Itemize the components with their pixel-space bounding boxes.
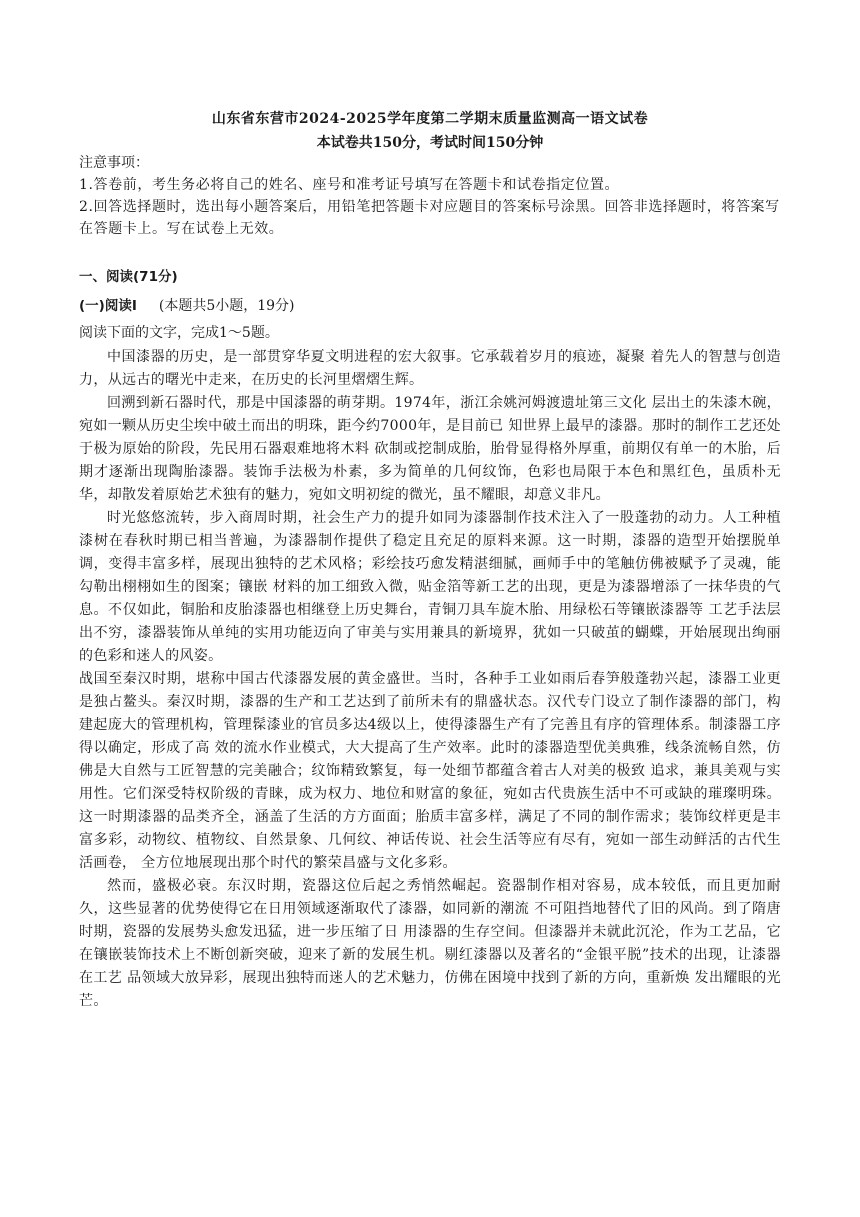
- passage-paragraph-2: 回溯到新石器时代，那是中国漆器的萌芽期。1974年，浙江余姚河姆渡遗址第三文化 层出土的朱漆木碗，宛如一颗从历史尘埃中破土而出的明珠，距今约7000年，是目前已 知世界上最早的漆器。那时的制作工艺还处于极为原始的阶段，先民用石器艰难地将木料 砍制或挖制成胎，胎骨显得格外厚重，前期仅有单一的木胎，后期才逐渐出现陶胎漆器。装饰手法极为朴素，多为简单的几何纹饰，色彩也局限于本色和黑红色，虽质朴无华，却散发着原始艺术独有的魅力，宛如文明初绽的微光，虽不耀眼，却意义非凡。: [79, 395, 781, 503]
- reading-instruction: 阅读下面的文字，完成1～5题。: [79, 325, 279, 341]
- notes-block: [79, 152, 781, 240]
- notes-heading: 注意事项：: [79, 155, 149, 171]
- exam-subtitle: 本试卷共150分，考试时间150分钟: [316, 135, 544, 151]
- passage-paragraph-4: 战国至秦汉时期，堪称中国古代漆器发展的黄金盛世。当时，各种手工业如雨后春笋般蓬勃兴起，漆器工业更是独占鳌头。秦汉时期，漆器的生产和工艺达到了前所未有的鼎盛状态。汉代专门设立了制作漆器的部门，构建起庞大的管理机构，管理髹漆业的官员多达4级以上，使得漆器生产有了完善且有序的管理体系。制漆器工序得以确定，形成了高 效的流水作业模式，大大提高了生产效率。此时的漆器造型优美典雅，线条流畅自然，仿佛是大自然与工匠智慧的完美融合；纹饰精致繁复，每一处细节都蕴含着古人对美的极致 追求，兼具美观与实用性。它们深受特权阶级的青睐，成为权力、地位和财富的象征，宛如古代贵族生活中不可或缺的璀璨明珠。这一时期漆器的品类齐全，涵盖了生活的方方面面；胎质丰富多样，满足了不同的制作需求；装饰纹样更是丰富多彩，动物纹、植物纹、自然景象、几何纹、神话传说、社会生活等应有尽有，宛如一部生动鲜活的古代生活画卷， 全方位地展现出那个时代的繁荣昌盛与文化多彩。: [79, 671, 781, 871]
- passage-paragraph-3: 时光悠悠流转，步入商周时期，社会生产力的提升如同为漆器制作技术注入了一股蓬勃的动力。人工种植漆树在春秋时期已相当普遍，为漆器制作提供了稳定且充足的原料来源。这一时期，漆器的造型开始摆脱单调，变得丰富多样，展现出独特的艺术风格；彩绘技巧愈发精湛细腻，画师手中的笔触仿佛被赋予了灵魂，能勾勒出栩栩如生的图案；镶嵌 材料的加工细致入微，贴金箔等新工艺的出现，更是为漆器增添了一抹华贵的气息。不仅如此，铜胎和皮胎漆器也相继登上历史舞台，青铜刀具车旋木胎、用绿松石等镶嵌漆器等 工艺手法层出不穷，漆器装饰从单纯的实用功能迈向了审美与实用兼具的新境界，犹如一只破茧的蝴蝶，开始展现出绚丽的色彩和迷人的风姿。: [79, 510, 781, 664]
- subsection-label: (一)阅读I: [79, 298, 137, 314]
- passage-paragraph-1: 中国漆器的历史，是一部贯穿华夏文明进程的宏大叙事。它承载着岁月的痕迹，凝聚 着先人的智慧与创造力，从远古的曙光中走来，在历史的长河里熠熠生辉。: [79, 349, 781, 388]
- passage-paragraph-5: 然而，盛极必衰。东汉时期，瓷器这位后起之秀悄然崛起。瓷器制作相对容易，成本较低，而且更加耐久，这些显著的优势使得它在日用领域逐渐取代了漆器，如同新的潮流 不可阻挡地替代了旧的风尚。到了隋唐时期，瓷器的发展势头愈发迅猛，进一步压缩了日 用漆器的生存空间。但漆器并未就此沉沦，作为工艺品，它在镶嵌装饰技术上不断创新突破，迎来了新的发展生机。剔红漆器以及著名的“金银平脱”技术的出现，让漆器在工艺 品领域大放异彩，展现出独特而迷人的艺术魅力，仿佛在困境中找到了新的方向，重新焕 发出耀眼的光芒。: [79, 878, 781, 1009]
- subsection-note: (本题共5小题，19分): [158, 298, 295, 314]
- exam-title: 山东省东营市2024-2025学年度第二学期末质量监测高一语文试卷: [211, 111, 649, 127]
- note-item-2: 2.回答选择题时，选出每小题答案后，用铅笔把答题卡对应题目的答案标号涂黑。回答非选择题时，将答案写在答题卡上。写在试卷上无效。: [79, 199, 780, 237]
- section-heading: 一、阅读(71分): [79, 269, 178, 285]
- reading-section: [79, 266, 781, 1013]
- note-item-1: 1.答卷前，考生务必将自己的姓名、座号和准考证号填写在答题卡和试卷指定位置。: [79, 177, 620, 193]
- subsection-heading: [79, 295, 781, 318]
